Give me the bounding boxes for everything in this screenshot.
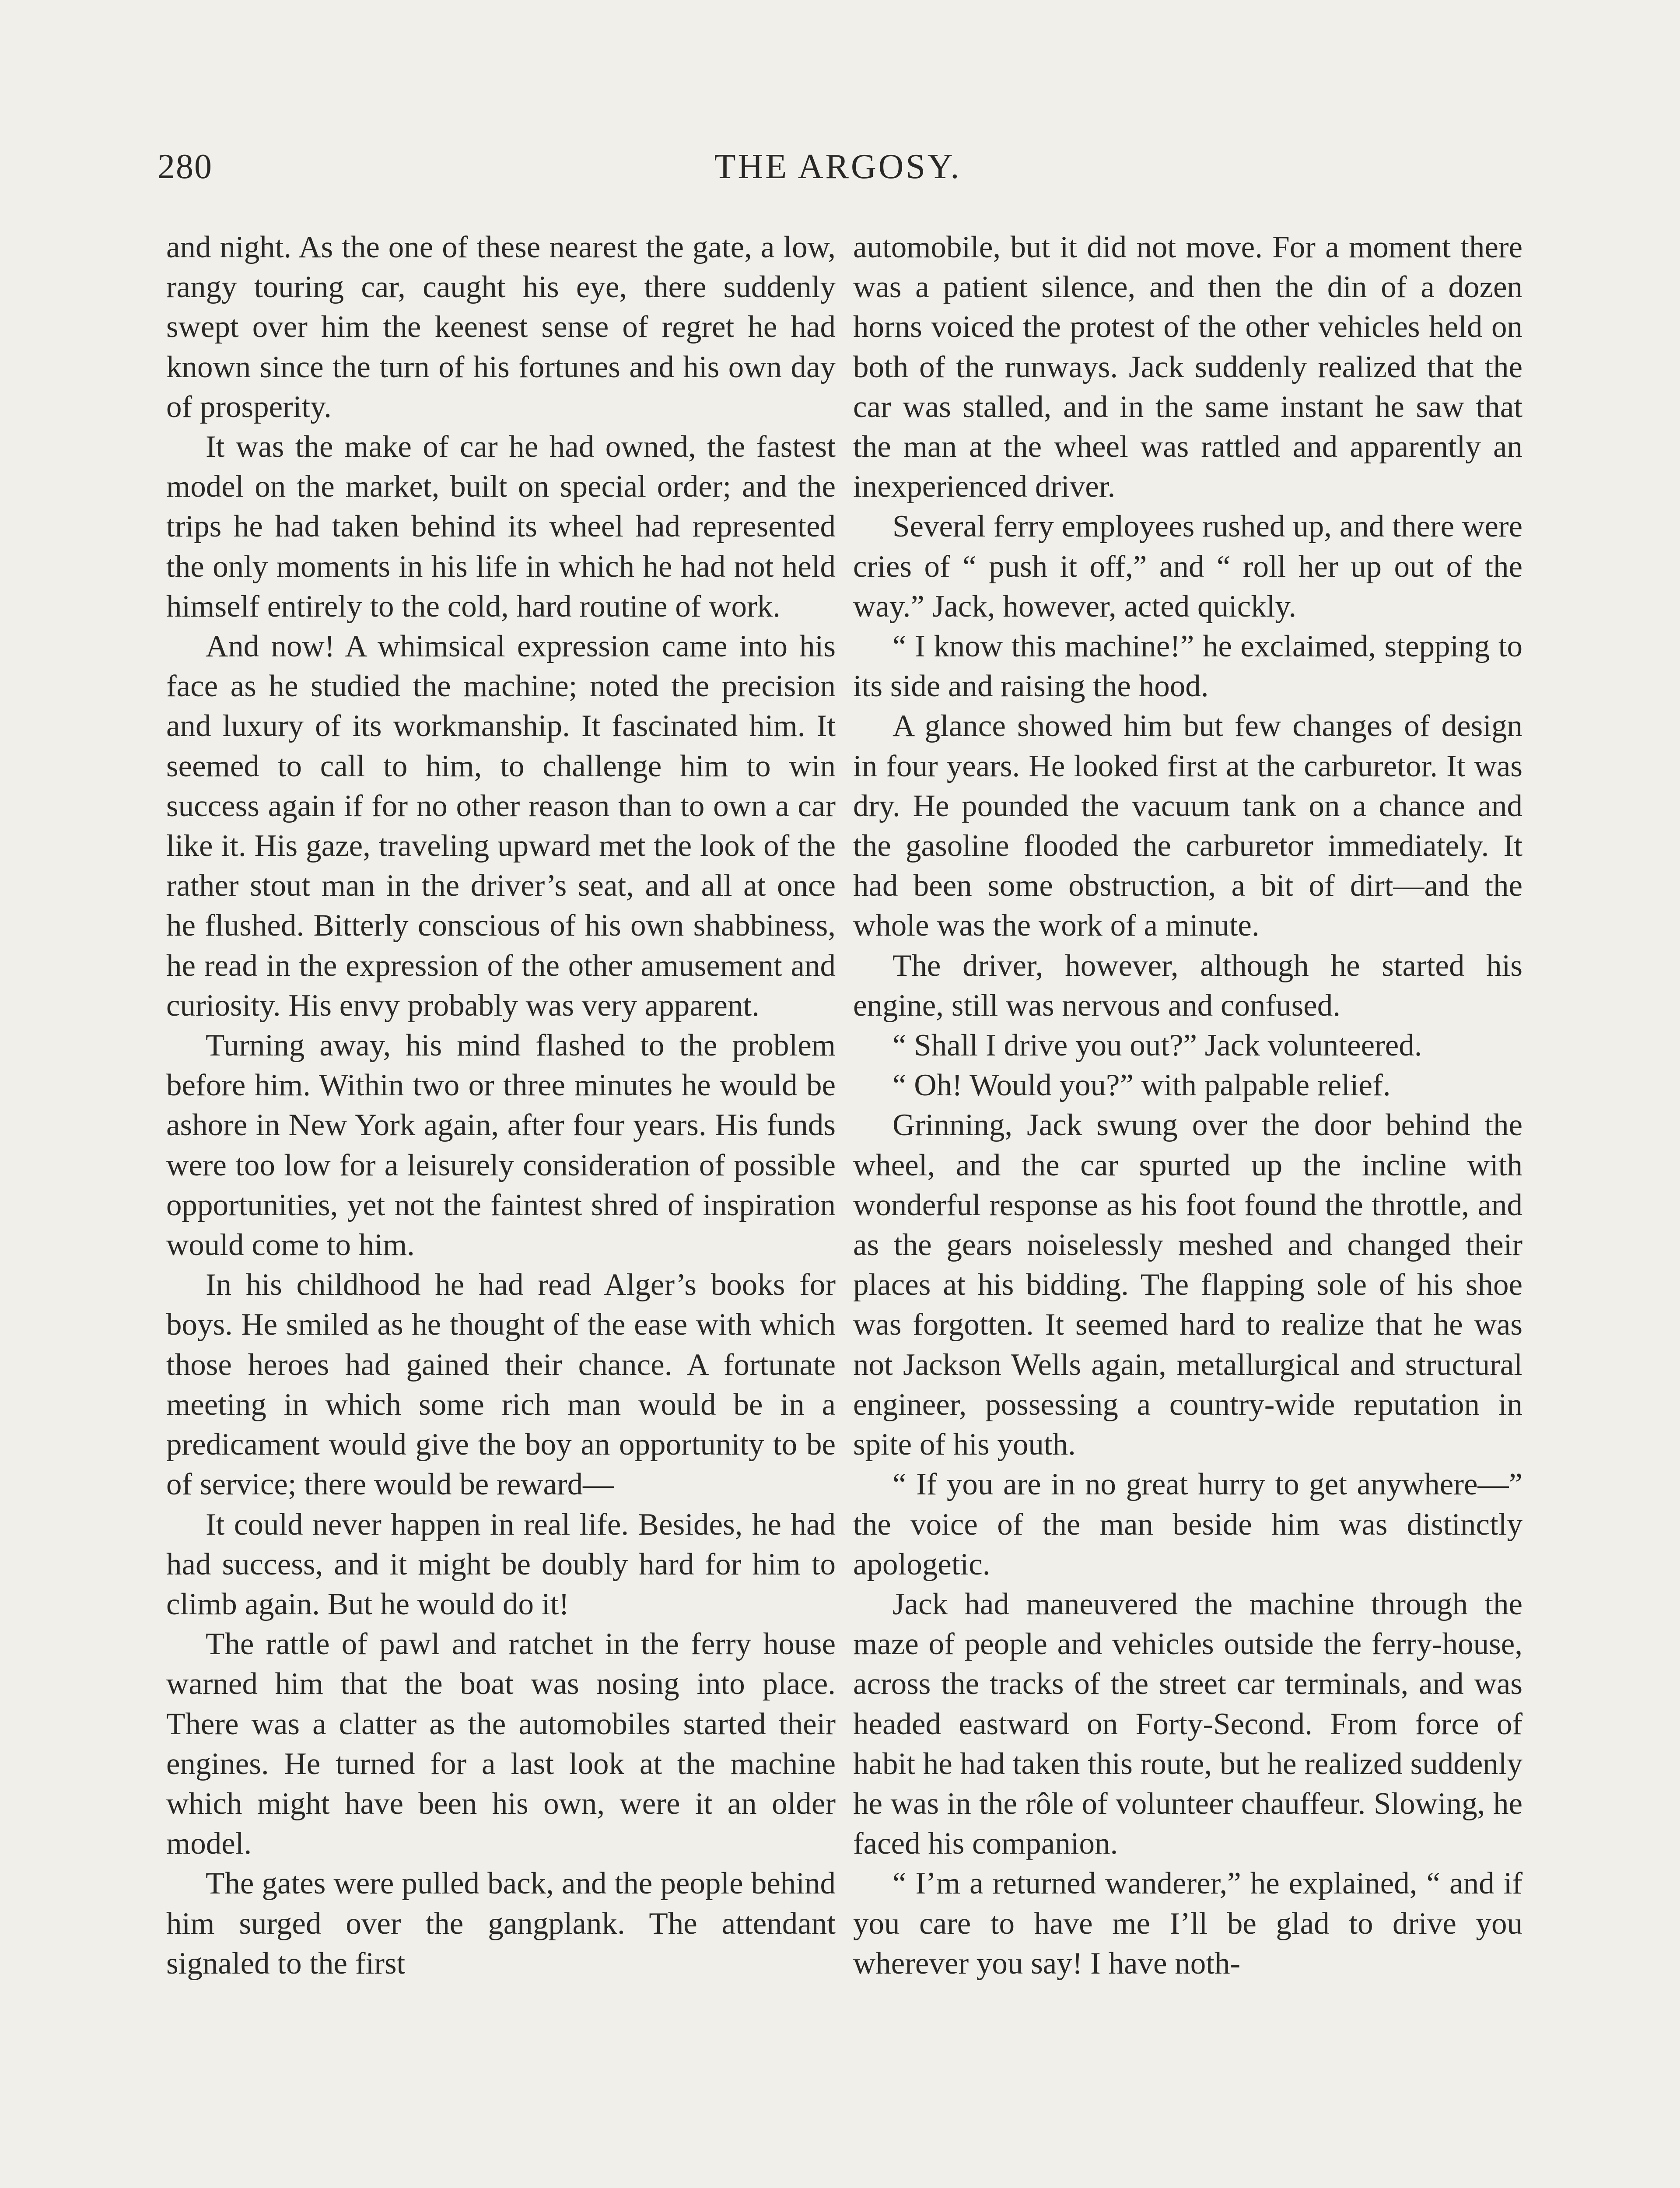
paragraph: “ Shall I drive you out?” Jack volunteered. xyxy=(892,1028,1422,1063)
paragraph: and night. As the one of these nearest the gate, a low, rangy touring car, caught his eye, there suddenly swept over him the keenest sense of regret he had known since the turn of his fortunes and his own day of prosperity. xyxy=(166,230,836,424)
paragraph: Grinning, Jack swung over the door behind the wheel, and the car spurted up the incline with wonderful response as his foot found the throttle, and as the gears noiselessly meshed and changed their places at his bidding. The flapping sole of his shoe was forgotten. It seemed hard to realize that he was not Jackson Wells again, metallurgical and structural engineer, possessing a country-wide reputation in spite of his youth. xyxy=(853,1108,1522,1462)
right-column xyxy=(853,228,1522,1984)
paragraph: “ I know this machine!” he exclaimed, stepping to its side and raising the hood. xyxy=(853,629,1522,704)
paragraph: The rattle of pawl and ratchet in the ferry house warned him that the boat was nosing into place. There was a clatter as the automobiles started their engines. He turned for a last look at the machine which might have been his own, were it an older model. xyxy=(166,1627,836,1861)
page-header xyxy=(158,147,1518,208)
paragraph: And now! A whimsical expression came into his face as he studied the machine; noted the precision and luxury of its workmanship. It fascinated him. It seemed to call to him, to challenge him to win success again if for no other reason than to own a car like it. His gaze, traveling upward met the look of the rather stout man in the driver’s seat, and all at once he flushed. Bitterly conscious of his own shabbiness, he read in the expression of the other amusement and curiosity. His envy probably was very apparent. xyxy=(166,629,836,1023)
running-title: THE ARGOSY. xyxy=(714,147,962,186)
paragraph: In his childhood he had read Alger’s books for boys. He smiled as he thought of the ease with which those heroes had gained their chance. A fortunate meeting in which some rich man would be in a predicament would give the boy an opportunity to be of service; there would be reward— xyxy=(166,1268,836,1502)
paragraph: automobile, but it did not move. For a moment there was a patient silence, and then the din of a dozen horns voiced the protest of the other vehicles held on both of the runways. Jack suddenly realized that the car was stalled, and in the same instant he saw that the man at the wheel was rattled and apparently an inexperienced driver. xyxy=(853,230,1522,504)
paragraph: Jack had maneuvered the machine through the maze of people and vehicles outside the ferry-house, across the tracks of the street car terminals, and was headed eastward on Forty-Second. From force of habit he had taken this route, but he realized suddenly he was in the rôle of volunteer chauffeur. Slowing, he faced his companion. xyxy=(853,1587,1522,1861)
paragraph: A glance showed him but few changes of design in four years. He looked first at the carburetor. It was dry. He pounded the vacuum tank on a chance and the gasoline flooded the carburetor immediately. It had been some obstruction, a bit of dirt—and the whole was the work of a minute. xyxy=(853,709,1522,943)
paragraph: It was the make of car he had owned, the fastest model on the market, built on special order; and the trips he had taken behind its wheel had represented the only moments in his life in which he had not held himself entirely to the cold, hard routine of work. xyxy=(166,430,836,624)
paragraph: “ Oh! Would you?” with palpable relief. xyxy=(892,1068,1391,1103)
paragraph: “ If you are in no great hurry to get anywhere—” the voice of the man beside him was distinctly apologetic. xyxy=(853,1467,1522,1581)
page-number: 280 xyxy=(158,147,213,186)
left-column xyxy=(166,228,836,1984)
paragraph: “ I’m a returned wanderer,” he explained, “ and if you care to have me I’ll be glad to drive you wherever you say! I have noth- xyxy=(853,1866,1522,1981)
paragraph: It could never happen in real life. Besides, he had had success, and it might be doubly hard for him to climb again. But he would do it! xyxy=(166,1507,836,1621)
paragraph: Turning away, his mind flashed to the problem before him. Within two or three minutes he would be ashore in New York again, after four years. His funds were too low for a leisurely consideration of possible opportunities, yet not the faintest shred of inspiration would come to him. xyxy=(166,1028,836,1262)
paragraph: The driver, however, although he started his engine, still was nervous and confused. xyxy=(853,948,1522,1023)
paragraph: The gates were pulled back, and the people behind him surged over the gangplank. The attendant signaled to the first xyxy=(166,1866,836,1981)
paragraph: Several ferry employees rushed up, and there were cries of “ push it off,” and “ roll her up out of the way.” Jack, however, acted quickly. xyxy=(853,509,1522,624)
